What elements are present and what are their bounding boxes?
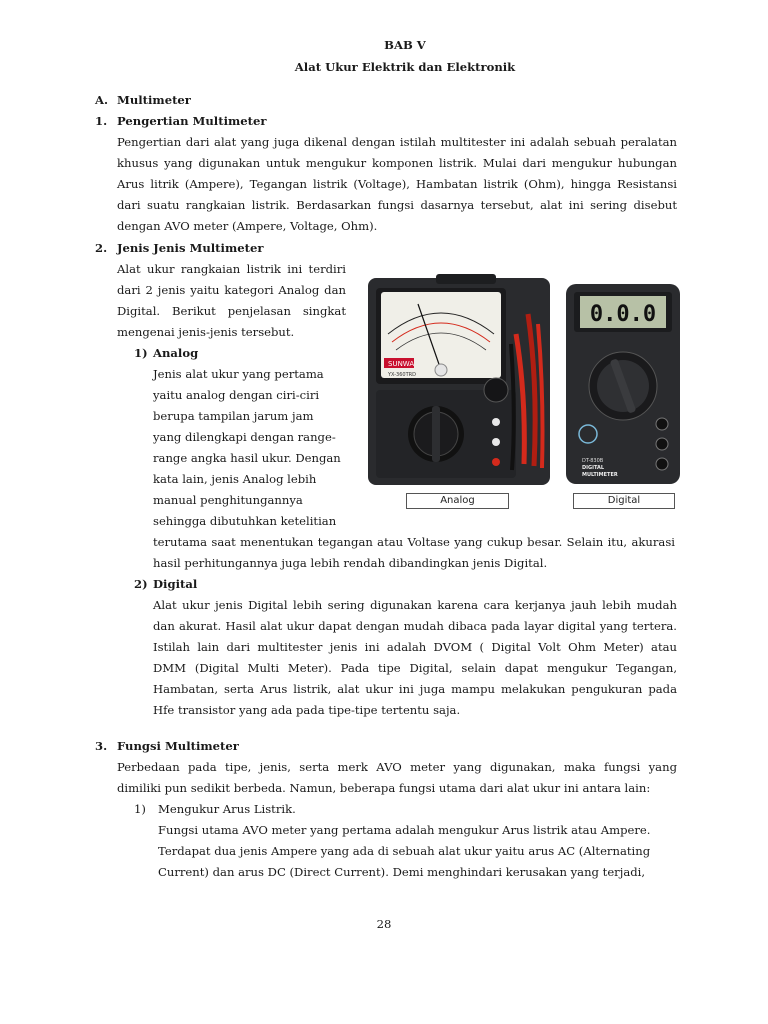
analog-caption: Analog — [406, 493, 509, 509]
paragraph-line: dari suatu rangkaian listrik. Berdasarkan fungsi dasarnya tersebut, alat ini sering disebut — [117, 198, 677, 212]
paragraph-line: dari 2 jenis yaitu kategori Analog dan — [117, 283, 346, 297]
page-number: 28 — [376, 917, 392, 931]
subsection-2-title: Jenis Jenis Multimeter — [117, 241, 264, 255]
section-a-title: Multimeter — [117, 93, 191, 107]
section-a-marker: A. — [95, 93, 109, 107]
subsection-2-marker: 2. — [95, 241, 108, 255]
paragraph-line: Fungsi utama AVO meter yang pertama adalah mengukur Arus listrik atau Ampere. — [158, 823, 651, 837]
digital-marker: 2) — [134, 577, 148, 591]
paragraph-line: Hfe transistor yang ada pada tipe-tipe tertentu saja. — [153, 703, 461, 717]
paragraph-line: kata lain, jenis Analog lebih — [153, 472, 317, 486]
subsection-1-marker: 1. — [95, 114, 108, 128]
paragraph-line: Digital. Berikut penjelasan singkat — [117, 304, 346, 318]
paragraph-line: manual penghitungannya — [153, 493, 303, 507]
paragraph-line: sehingga dibutuhkan ketelitian — [153, 514, 337, 528]
paragraph-line: Jenis alat ukur yang pertama — [153, 367, 324, 381]
paragraph-line: yang dilengkapi dengan range- — [153, 430, 336, 444]
digital-title: Digital — [153, 577, 198, 591]
chapter-title: Alat Ukur Elektrik dan Elektronik — [294, 60, 516, 74]
analog-paragraph — [153, 364, 343, 532]
jenis-intro — [117, 259, 346, 343]
digital-paragraph — [153, 595, 677, 721]
paragraph-line: Terdapat dua jenis Ampere yang ada di sebuah alat ukur yaitu arus AC (Alternating — [158, 844, 651, 858]
analog-multimeter-image — [368, 274, 550, 485]
paragraph-line: Arus litrik (Ampere), Tegangan listrik (Voltage), Hambatan listrik (Ohm), hingga Resistansi — [117, 177, 677, 191]
digital-multimeter-image — [566, 284, 680, 484]
analog-title: Analog — [153, 346, 199, 360]
analog-marker: 1) — [134, 346, 148, 360]
analog-brand-text: SUNWA — [388, 360, 415, 368]
paragraph-line: terutama saat menentukan tegangan atau Voltase yang cukup besar. Selain itu, akurasi — [153, 535, 675, 549]
paragraph-line: Istilah lain dari multitester jenis ini adalah DVOM ( Digital Volt Ohm Meter) atau — [153, 640, 677, 654]
digital-caption: Digital — [573, 493, 675, 509]
fungsi-item-1-marker: 1) — [134, 802, 146, 816]
paragraph-line: Alat ukur rangkaian listrik ini terdiri — [117, 262, 346, 276]
fungsi-item-1-title: Mengukur Arus Listrik. — [158, 802, 296, 816]
paragraph-line: Current) dan arus DC (Direct Current). Demi menghindari kerusakan yang terjadi, — [158, 865, 646, 879]
paragraph-line: Perbedaan pada tipe, jenis, serta merk AVO meter yang digunakan, maka fungsi yang — [117, 760, 677, 774]
paragraph-line: Pengertian dari alat yang juga dikenal dengan istilah multitester ini adalah sebuah peralatan — [117, 135, 677, 149]
paragraph-line: Hambatan, serta Arus listrik, alat ukur ini juga mampu melakukan pengukuran pada — [153, 682, 677, 696]
paragraph-line: Alat ukur jenis Digital lebih sering digunakan karena cara kerjanya jauh lebih mudah — [153, 598, 677, 612]
multimeter-figure — [366, 274, 682, 510]
paragraph-line: hasil perhitungannya juga lebih rendah dibandingkan jenis Digital. — [153, 556, 548, 570]
subsection-3-marker: 3. — [95, 739, 108, 753]
paragraph-line: khusus yang digunakan untuk mengukur komponen listrik. Mulai dari mengukur hubungan — [117, 156, 677, 170]
digital-display-text: 0.0.0 — [589, 302, 657, 327]
digital-model-text: DT-830B — [582, 458, 604, 464]
paragraph-line: yaitu analog dengan ciri-ciri — [153, 388, 320, 402]
paragraph-line: mengenai jenis-jenis tersebut. — [117, 325, 295, 339]
paragraph-line: DMM (Digital Multi Meter). Pada tipe Digital, selain dapat mengukur Tegangan, — [153, 661, 677, 675]
multimeter-illustration — [366, 274, 682, 510]
paragraph-line: dan akurat. Hasil alat ukur dapat dengan mudah dibaca pada layar digital yang tertera. — [153, 619, 677, 633]
pengertian-paragraph — [117, 132, 677, 237]
fungsi-paragraph — [117, 757, 677, 799]
subsection-1-title: Pengertian Multimeter — [117, 114, 267, 128]
paragraph-line: range angka hasil ukur. Dengan — [153, 451, 341, 465]
digital-label-1-text: DIGITAL — [582, 465, 605, 471]
fungsi-item-1-paragraph — [158, 820, 663, 883]
paragraph-line: dengan AVO meter (Ampere, Voltage, Ohm). — [117, 219, 378, 233]
analog-paragraph-continued — [153, 532, 675, 574]
paragraph-line: berupa tampilan jarum jam — [153, 409, 314, 423]
chapter-label: BAB V — [384, 38, 426, 52]
subsection-3-title: Fungsi Multimeter — [117, 739, 239, 753]
paragraph-line: dimiliki pun sedikit berbeda. Namun, beberapa fungsi utama dari alat ukur ini antara lain: — [117, 781, 651, 795]
digital-label-2-text: MULTIMETER — [582, 472, 618, 478]
analog-model-text: YX-360TRD — [388, 372, 416, 378]
